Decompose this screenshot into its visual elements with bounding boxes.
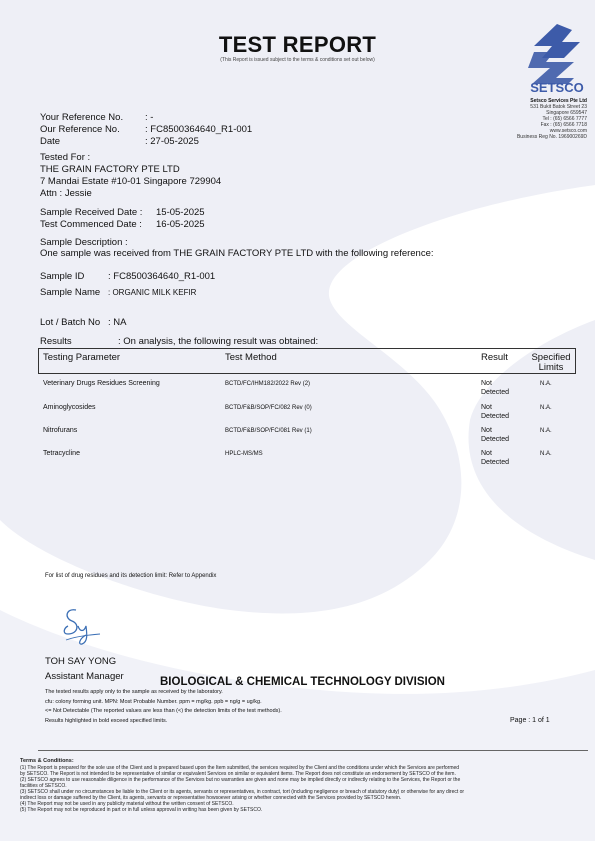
client-name: THE GRAIN FACTORY PTE LTD [40,164,180,175]
signatory-name: TOH SAY YONG [45,656,117,667]
your-ref-label: Your Reference No. [40,112,124,123]
sample-name-label: Sample Name [40,287,101,298]
note-line: The tested results apply only to the sample as received by the laboratory. [45,689,223,695]
sample-id-label: Sample ID [40,271,85,282]
company-name: Setsco Services Pte Ltd [530,98,587,104]
report-subtitle: (This Report is issued subject to the terms & conditions set out below) [220,57,375,63]
setsco-logo-icon [524,22,590,88]
results-text: : On analysis, the following result was obtained: [118,336,319,347]
terms-list [20,765,590,813]
col-testing-parameter: Testing Parameter [43,352,121,363]
page-number: Page : 1 of 1 [510,717,550,724]
terms-item: indirect loss or damage suffered by the Client, its agents, servants or representative howsoever arising or whether connected with the Services provided by SETSCO herein. [20,795,402,801]
company-address [470,98,587,140]
address-line: 531 Bukit Batok Street 23 [530,104,587,110]
terms-item: (5) The Report may not be reproduced in part or in full unless approval in writing has been given by SETSCO. [20,807,263,813]
address-line: Tel : (65) 6566 7777 [542,116,587,122]
report-title: TEST REPORT [218,32,377,57]
lot-value: : NA [108,317,127,328]
appendix-note: For list of drug residues and its detection limit: Refer to Appendix [45,573,217,579]
terms-item: (3) SETSCO shall under no circumstances be liable to the Client or its agents, servants or representatives, in contract, tort (including negligence or breach of statutory duty) or otherwise for any direct or [20,789,465,795]
terms-item: (1) The Report is prepared for the sole use of the Client and is prepared based upon the Item submitted, the services required by the Client and the conditions under which the Services are performed [20,765,460,771]
date-label: Date [40,136,61,147]
table-row-parameter: Nitrofurans [43,427,78,434]
description-text: One sample was received from THE GRAIN FACTORY PTE LTD with the following reference: [40,248,434,259]
table-row-limit: N.A. [540,381,552,387]
table-row-result: Detected [481,389,510,396]
table-row-limit: N.A. [540,451,552,457]
address-line: Fax : (65) 6566 7718 [540,122,587,128]
commenced-date-value: 16-05-2025 [156,219,205,230]
col-specified: Specified [531,352,571,363]
table-row-method: BCTD/FC/IHM182/2022 Rev (2) [225,381,311,387]
received-date-value: 15-05-2025 [156,207,205,218]
terms-item: facilities of SETSCO. [20,783,67,789]
notes-block [45,688,282,726]
table-row-result: Not [481,450,492,457]
logo-text: SETSCO [530,80,584,95]
table-row-result: Not [481,427,492,434]
table-row-method: BCTD/F&B/SOP/FC/081 Rev (1) [225,428,312,434]
client-address: 7 Mandai Estate #10-01 Singapore 729904 [40,176,222,187]
table-row-limit: N.A. [540,428,552,434]
table-row-result: Not [481,380,492,387]
received-date-label: Sample Received Date : [40,207,143,218]
terms-title: Terms & Conditions: [20,758,74,764]
note-line: cfu: colony forming unit. MPN: Most Probable Number. ppm = mg/kg. ppb = ng/g = ug/kg. [45,698,262,705]
client-attn: Attn : Jessie [40,188,92,199]
sample-id-value: : FC8500364640_R1-001 [108,271,216,282]
our-ref-value: : FC8500364640_R1-001 [145,124,253,135]
our-ref-label: Our Reference No. [40,124,120,135]
col-test-method: Test Method [225,352,277,363]
address-line: Business Reg No. 196900269D [516,134,587,140]
note-line: Results highlighted in bold exceed specified limits. [45,717,168,724]
division-name: BIOLOGICAL & CHEMICAL TECHNOLOGY DIVISION [160,676,445,688]
terms-item: (4) The Report may not be used in any publicity material without the written consent of SETSCO. [20,801,234,807]
tested-for-label: Tested For : [40,152,91,163]
address-line: Singapore 659547 [546,110,587,116]
commenced-date-label: Test Commenced Date : [40,219,142,230]
terms-item: (2) SETSCO agrees to use reasonable diligence in the performance of the Services but no warranties are given and none may be implied directly or indirectly relating to the Services, the Report or the [20,777,461,783]
signatory-title: Assistant Manager [45,671,124,682]
description-label: Sample Description : [40,237,128,248]
lot-label: Lot / Batch No [40,317,101,328]
table-row-limit: N.A. [540,405,552,411]
table-row-result: Detected [481,459,510,466]
table-row-parameter: Tetracycline [43,450,80,457]
results-label: Results [40,336,72,347]
col-result: Result [481,352,508,363]
sample-name-value: : ORGANIC MILK KEFIR [108,288,197,297]
your-ref-value: : - [145,112,154,123]
table-row-result: Detected [481,436,510,443]
table-row-method: BCTD/F&B/SOP/FC/082 Rev (0) [225,405,312,411]
footer-divider [38,750,588,751]
date-value: : 27-05-2025 [145,136,199,147]
table-row-parameter: Veterinary Drugs Residues Screening [43,380,160,387]
table-row-result: Detected [481,413,510,420]
table-row-method: HPLC-MS/MS [225,451,263,457]
signature-icon [58,604,108,648]
note-line: <= Not Detectable (The reported values are less than (<) the detection limits of the test methods). [45,708,282,714]
col-limits: Limits [538,362,564,373]
table-row-parameter: Aminoglycosides [43,404,96,411]
table-row-result: Not [481,404,492,411]
address-line: www.setsco.com [549,128,587,134]
terms-item: by SETSCO. The Report is not intended to be representative of similar or equivalent Services on similar or equivalent items. The Report does not constitute an endorsement by SETSCO of the item. [20,771,456,777]
